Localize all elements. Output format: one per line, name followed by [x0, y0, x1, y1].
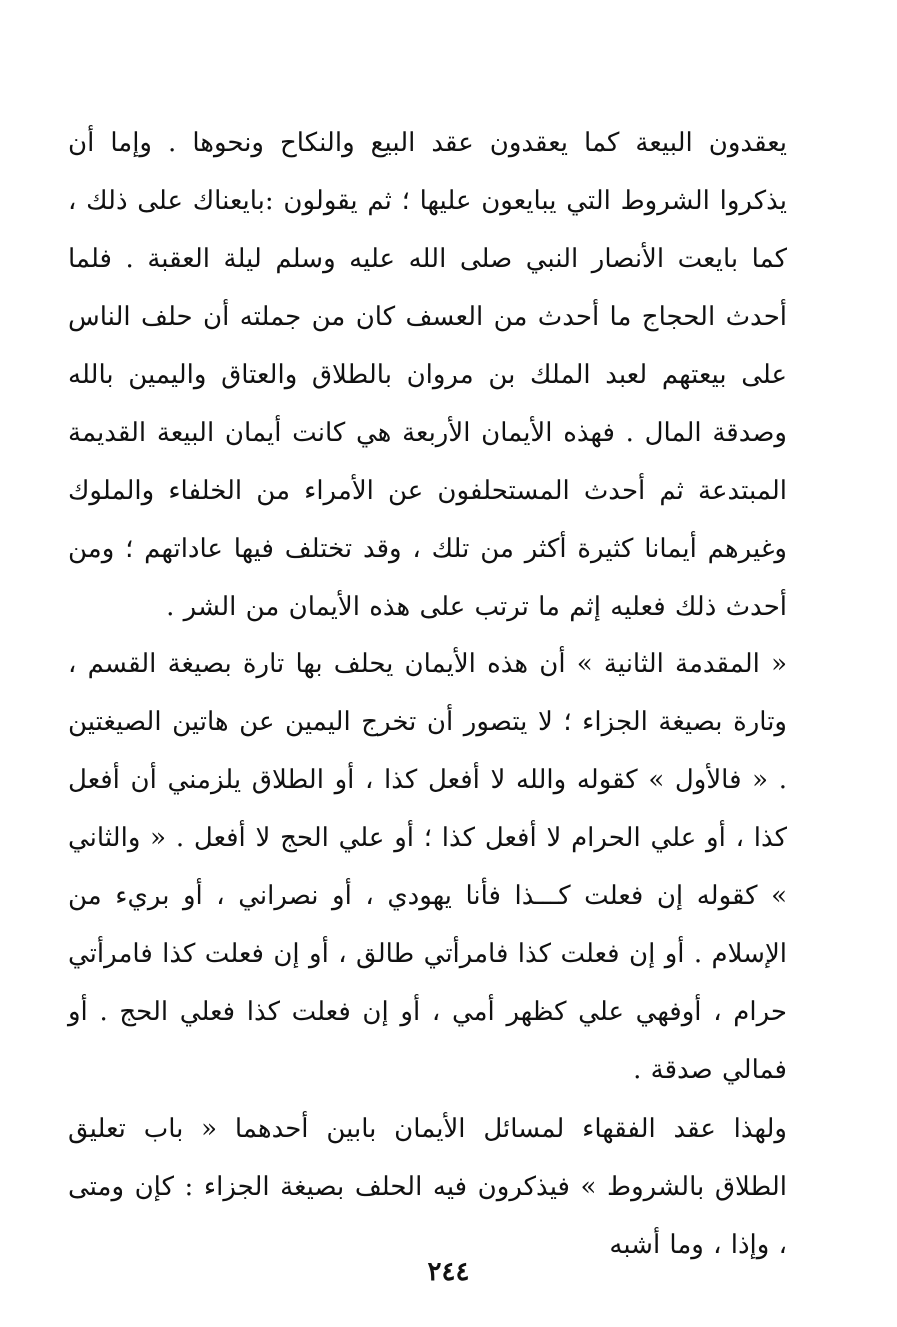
paragraph-text: « المقدمة الثانية » أن هذه الأيمان يحلف بها تارة بصيغة القسم ، وتارة بصيغة الجزاء ؛ لا يتصور أن تخرج اليمين عن هاتين الصيغتين . « فالأول » كقوله والله لا أفعل كذا ، أو الطلاق يلزمني أن أفعل كذا ، أو علي الحرام لا أفعل كذا ؛ أو علي الحج لا أفعل . « والثاني » كقوله إن فعلت كـــذا فأنا يهودي ، أو نصراني ، أو بريء من الإسلام . أو إن فعلت كذا فامرأتي طالق ، أو إن فعلت كذا فامرأتي حرام ، أوفهي علي كظهر أمي ، أو إن فعلت كذا فعلي الحج . أو فمالي صدقة .: [68, 649, 787, 1085]
page-number: ٢٤٤: [427, 1257, 470, 1287]
paragraph-2: [68, 635, 787, 1099]
paragraph-text: ولهذا عقد الفقهاء لمسائل الأيمان بابين أحدهما « باب تعليق الطلاق بالشروط » فيذكرون فيه الحلف بصيغة الجزاء : كإن ومتى ، وإذا ، وما أشبه: [68, 1114, 787, 1260]
paragraph-1: [68, 114, 787, 636]
paragraph-3: [68, 1100, 787, 1274]
paragraph-text: يعقدون البيعة كما يعقدون عقد البيع والنكاح ونحوها . وإما أن يذكروا الشروط التي يبايعون عليها ؛ ثم يقولون :بايعناك على ذلك ، كما بايعت الأنصار النبي صلى الله عليه وسلم ليلة العقبة . فلما أحدث الحجاج ما أحدث من العسف كان من جملته أن حلف الناس على بيعتهم لعبد الملك بن مروان بالطلاق والعتاق واليمين بالله وصدقة المال . فهذه الأيمان الأربعة هي كانت أيمان البيعة القديمة المبتدعة ثم أحدث المستحلفون عن الأمراء من الخلفاء والملوك وغيرهم أيمانا كثيرة أكثر من تلك ، وقد تختلف فيها عاداتهم ؛ ومن أحدث ذلك فعليه إثم ما ترتب على هذه الأيمان من الشر .: [68, 128, 788, 622]
